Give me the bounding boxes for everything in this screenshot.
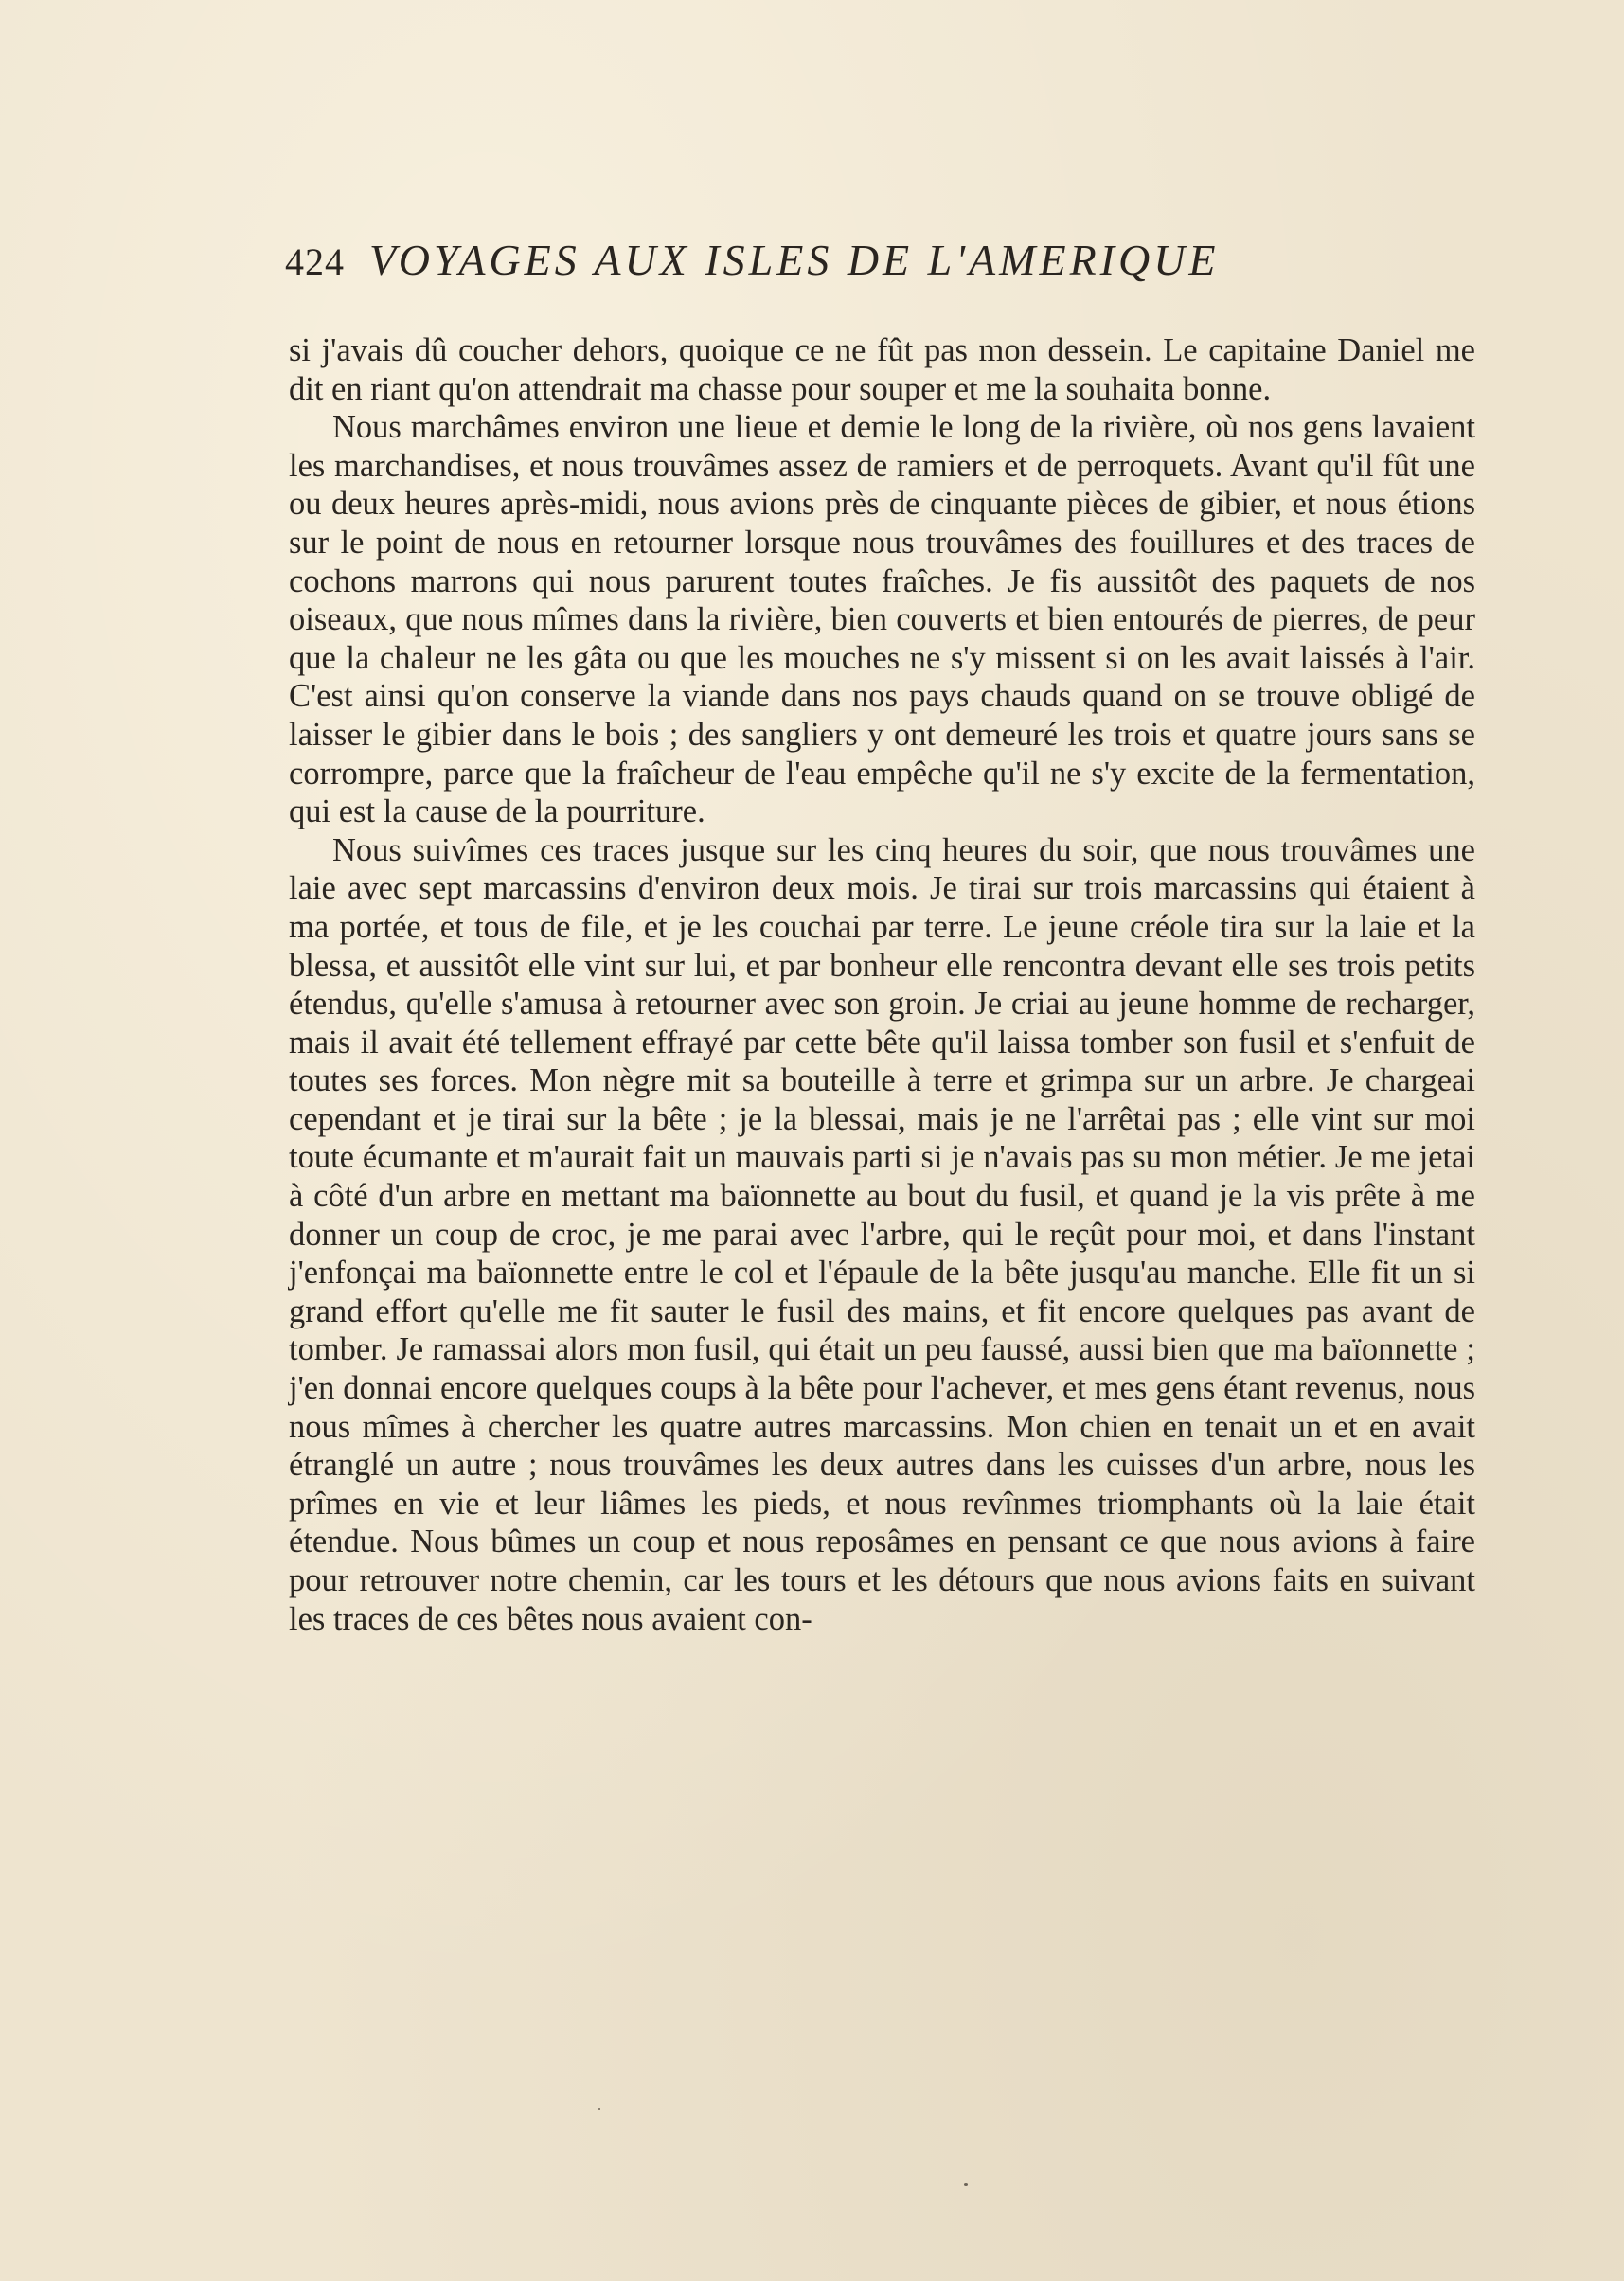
- page-number: 424: [285, 241, 345, 283]
- paragraph-continuation: si j'avais dû coucher dehors, quoique ce ne fût pas mon dessein. Le capitaine Daniel me dit en riant qu'on attendrait ma chasse pour souper et me la souhaita bonne.: [289, 332, 1475, 407]
- paper-speck: [598, 2108, 600, 2110]
- paragraph-wild-boar: Nous suivîmes ces traces jusque sur les cinq heures du soir, que nous trouvâmes une laie avec sept marcassins d'environ deux mois. Je tirai sur trois marcassins qui étaient à ma portée, et tous de file, et je les couchai par terre. Le jeune créole tira sur la laie et la blessa, et aussitôt elle vint sur lui, et par bonheur elle rencontra devant elle ses trois petits étendus, qu'elle s'amusa à retourner avec son groin. Je criai au jeune homme de recharger, mais il avait été tellement effrayé par cette bête qu'il laissa tomber son fusil et s'enfuit de toutes ses forces. Mon nègre mit sa bouteille à terre et grimpa sur un arbre. Je chargeai cependant et je tirai sur la bête ; je la blessai, mais je ne l'arrêtai pas ; elle vint sur moi toute écumante et m'aurait fait un mauvais parti si je n'avais pas su mon métier. Je me jetai à côté d'un arbre en mettant ma baïonnette au bout du fusil, et quand je la vis prête à me donner un coup de croc, je me parai avec l'arbre, qui le reçût pour moi, et dans l'instant j'enfonçai ma baïonnette entre le col et l'épaule de la bête jusqu'au manche. Elle fit un si grand effort qu'elle me fit sauter le fusil des mains, et fit encore quelques pas avant de tomber. Je ramassai alors mon fusil, qui était un peu faussé, aussi bien que ma baïonnette ; j'en donnai encore quelques coups à la bête pour l'achever, et mes gens étant revenus, nous nous mîmes à chercher les quatre autres marcassins. Mon chien en tenait un et en avait étranglé un autre ; nous trouvâmes les deux autres dans les cuisses d'un arbre, nous les prîmes en vie et leur liâmes les pieds, et nous revînmes triomphants où la laie était étendue. Nous bûmes un coup et nous reposâmes en pensant ce que nous avions à faire pour retrouver notre chemin, car les tours et les détours que nous avions faits en suivant les traces de ces bêtes nous avaient con-: [289, 831, 1475, 1637]
- paragraph-hunt-pigeons: Nous marchâmes environ une lieue et demie le long de la rivière, où nos gens lavaient les marchandises, et nous trouvâmes assez de ramiers et de perroquets. Avant qu'il fût une ou deux heures après-midi, nous avions près de cinquante pièces de gibier, et nous étions sur le point de nous en retourner lorsque nous trouvâmes des fouillures et des traces de cochons marrons qui nous parurent toutes fraîches. Je fis aussitôt des paquets de nos oiseaux, que nous mîmes dans la rivière, bien couverts et bien entourés de pierres, de peur que la chaleur ne les gâta ou que les mouches ne s'y missent si on les avait laissés à l'air. C'est ainsi qu'on conserve la viande dans nos pays chauds quand on se trouve obligé de laisser le gibier dans le bois ; des sangliers y ont demeuré les trois et quatre jours sans se corrompre, parce que la fraîcheur de l'eau empêche qu'il ne s'y excite de la fermentation, qui est la cause de la pourriture.: [289, 409, 1475, 830]
- running-title: VOYAGES AUX ISLES DE L'AMERIQUE: [369, 236, 1220, 284]
- running-header: [285, 235, 1478, 292]
- body-text: [289, 331, 1475, 1638]
- paper-speck: [964, 2183, 968, 2186]
